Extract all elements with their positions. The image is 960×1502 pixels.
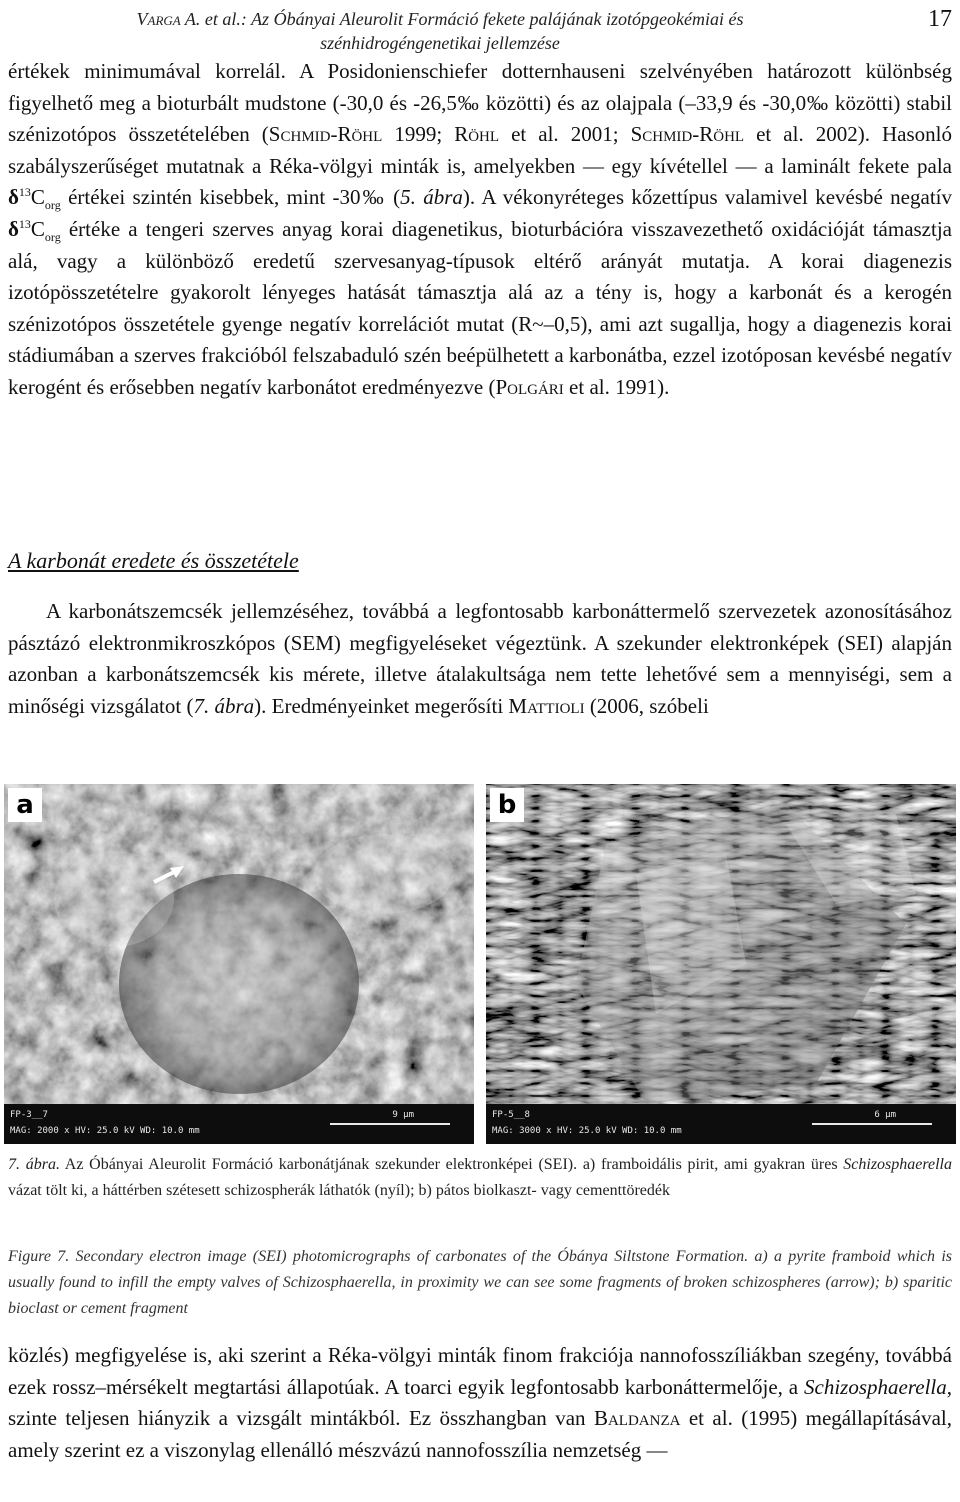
- citation-author: Mattioli: [508, 693, 585, 718]
- image-meta-b: MAG: 3000 x HV: 25.0 kV WD: 10.0 mm: [492, 1126, 682, 1136]
- scale-bar-b: [486, 1104, 956, 1144]
- org-subscript: org: [44, 198, 61, 213]
- text-run: Az Óbányai Aleurolit Formáció karbonátjának szekunder elektronképei (SEI). a) framboidális pirit, ami gyakran üres: [59, 1156, 844, 1173]
- text-run: , szinte teljesen hiányzik a vizsgált mintákból. Ez összhangban van: [8, 1374, 952, 1431]
- isotope-superscript: 13: [18, 216, 31, 231]
- text-run: et al. 1991).: [563, 374, 670, 399]
- text-run: A karbonátszemcsék jellemzéséhez, továbbá a legfontosabb karbonáttermelő szervezetek azonosításához pásztázó elektronmikroszkópos (SEM) megfigyeléseket végeztünk. A szekunder elektronképek (SEI) alapján azonban a karbonátszemcsék kis mérete, illetve átalakultsága nem tette lehetővé sem a mennyiségi, sem a minőségi vizsgálatot (: [8, 599, 952, 718]
- sem-image-a: [4, 784, 474, 1144]
- isotope-superscript: 13: [18, 185, 31, 200]
- body-paragraph-2: [8, 596, 952, 722]
- citation-author: Schmid-Röhl: [630, 122, 745, 147]
- text-run: et al. (1995) megállapításával, amely szerint ez a viszonylag ellenálló mészvázú nannofosszília nemzetség —: [8, 1406, 952, 1462]
- figure-reference: 7. ábra: [193, 693, 255, 718]
- figure-caption-english: Figure 7. Secondary electron image (SEI) photomicrographs of carbonates of the Óbánya Siltstone Formation. a) a pyrite framboid which is usually found to infill the empty valves of Schizosphaerella, in proximity we can see some fragments of broken schizospheres (arrow); b) sparitic bioclast or cement fragment: [8, 1248, 952, 1317]
- text-run: értékei szintén kisebbek, mint -30‰ (: [60, 185, 401, 210]
- text-run: közlés) megfigyelése is, aki szerint a Réka-völgyi minták finom frakciója nannofosszíliákban szegény, továbbá ezek rossz–mérsékelt megtartási állapotúak. A toarci egyik legfontosabb karbonáttermelője, a: [8, 1343, 952, 1399]
- figure-reference: 5. ábra: [400, 185, 463, 210]
- delta-symbol: δ: [8, 216, 19, 241]
- header-title-part-1: A. et al.: Az Óbányai Aleurolit Formáció fekete palájának izotópgeokémiai és: [180, 9, 744, 29]
- citation-author: Polgári: [495, 374, 564, 399]
- running-header: [0, 2, 960, 58]
- figure-label: 7. ábra.: [8, 1156, 60, 1173]
- delta-symbol: δ: [8, 185, 19, 210]
- citation-author: Röhl: [454, 122, 500, 147]
- text-run: értékek minimumával korrelál. A Posidonienschiefer dotternhauseni szelvényében határozott különbség figyelhető meg a bioturbált mudstone (-30,0 és -26,5‰ közötti) és az olajpala (–33,9 és -30,0‰ közötti) stabil szénizotópos összetételében (: [8, 59, 952, 147]
- scale-line-b: [812, 1123, 932, 1125]
- image-id-a: FP-3__7: [10, 1110, 48, 1120]
- sem-image-b: [486, 784, 956, 1144]
- image-meta-a: MAG: 2000 x HV: 25.0 kV WD: 10.0 mm: [10, 1126, 200, 1136]
- text-run: ). A vékonyréteges kőzettípus valamivel kevésbé negatív: [462, 185, 952, 210]
- text-run: 1999;: [382, 122, 455, 147]
- panel-label-a: a: [8, 788, 42, 822]
- citation-author: Schmid-Röhl: [268, 122, 383, 147]
- sem-photo-b: [486, 784, 956, 1144]
- figure-caption-hungarian: [8, 1152, 952, 1204]
- taxon-name: Schizosphaerella: [804, 1374, 947, 1399]
- text-run: et al. 2002). Hasonló szabályszerűséget mutatnak a Réka-völgyi minták is, amelyekben — egy kívétellel — a laminált fekete pala: [8, 122, 952, 178]
- section-heading: A karbonát eredete és összetétele: [8, 548, 299, 573]
- taxon-name: Schizosphaerella: [843, 1156, 952, 1173]
- scale-line-a: [330, 1123, 450, 1125]
- panel-label-b: b: [490, 788, 524, 822]
- scale-length-b: 6 μm: [874, 1110, 896, 1120]
- scale-bar-a: [4, 1104, 474, 1144]
- body-paragraph-1: [8, 56, 952, 404]
- scale-length-a: 9 μm: [392, 1110, 414, 1120]
- text-run: vázat tölt ki, a háttérben szétesett schizospherák láthatók (nyíl); b) pátos biolkaszt- vagy cementtöredék: [8, 1182, 670, 1199]
- citation-author: Baldanza: [593, 1406, 681, 1431]
- sem-photo-a: [4, 784, 474, 1144]
- header-author: Varga: [136, 9, 181, 29]
- header-line-1: [0, 8, 880, 30]
- body-paragraph-3: [8, 1340, 952, 1466]
- page-number: 17: [928, 6, 952, 32]
- carbon-symbol: C: [30, 216, 45, 241]
- carbon-symbol: C: [30, 185, 45, 210]
- image-id-b: FP-5__8: [492, 1110, 530, 1120]
- text-run: értéke a tengeri szerves anyag korai diagenetikus, bioturbációra visszavezethető oxidációját támasztja alá, vagy a különböző eredetű szervesanyag-típusok eltérő arányát mutatja. A korai diagenezis izotópösszetételre gyakorolt lényeges hatását támasztja alá az a tény is, hogy a karbonát és a kerogén szénizotópos összetétele gyenge negatív korrelációt mutat (R~–0,5), ami azt sugallja, hogy a diagenezis korai stádiumában a szerves frakcióból felszabaduló szén beépülhetett a karbonátba, ezzel izotóposan kevésbé negatív kerogént és erősebben negatív karbonátot eredményezve (: [8, 216, 953, 399]
- text-run: et al. 2001;: [499, 122, 631, 147]
- org-subscript: org: [44, 230, 61, 245]
- header-line-2: szénhidrogéngenetikai jellemzése: [320, 33, 560, 53]
- text-run: ). Eredményeinket megerősíti: [254, 693, 509, 718]
- text-run: (2006, szóbeli: [584, 693, 709, 718]
